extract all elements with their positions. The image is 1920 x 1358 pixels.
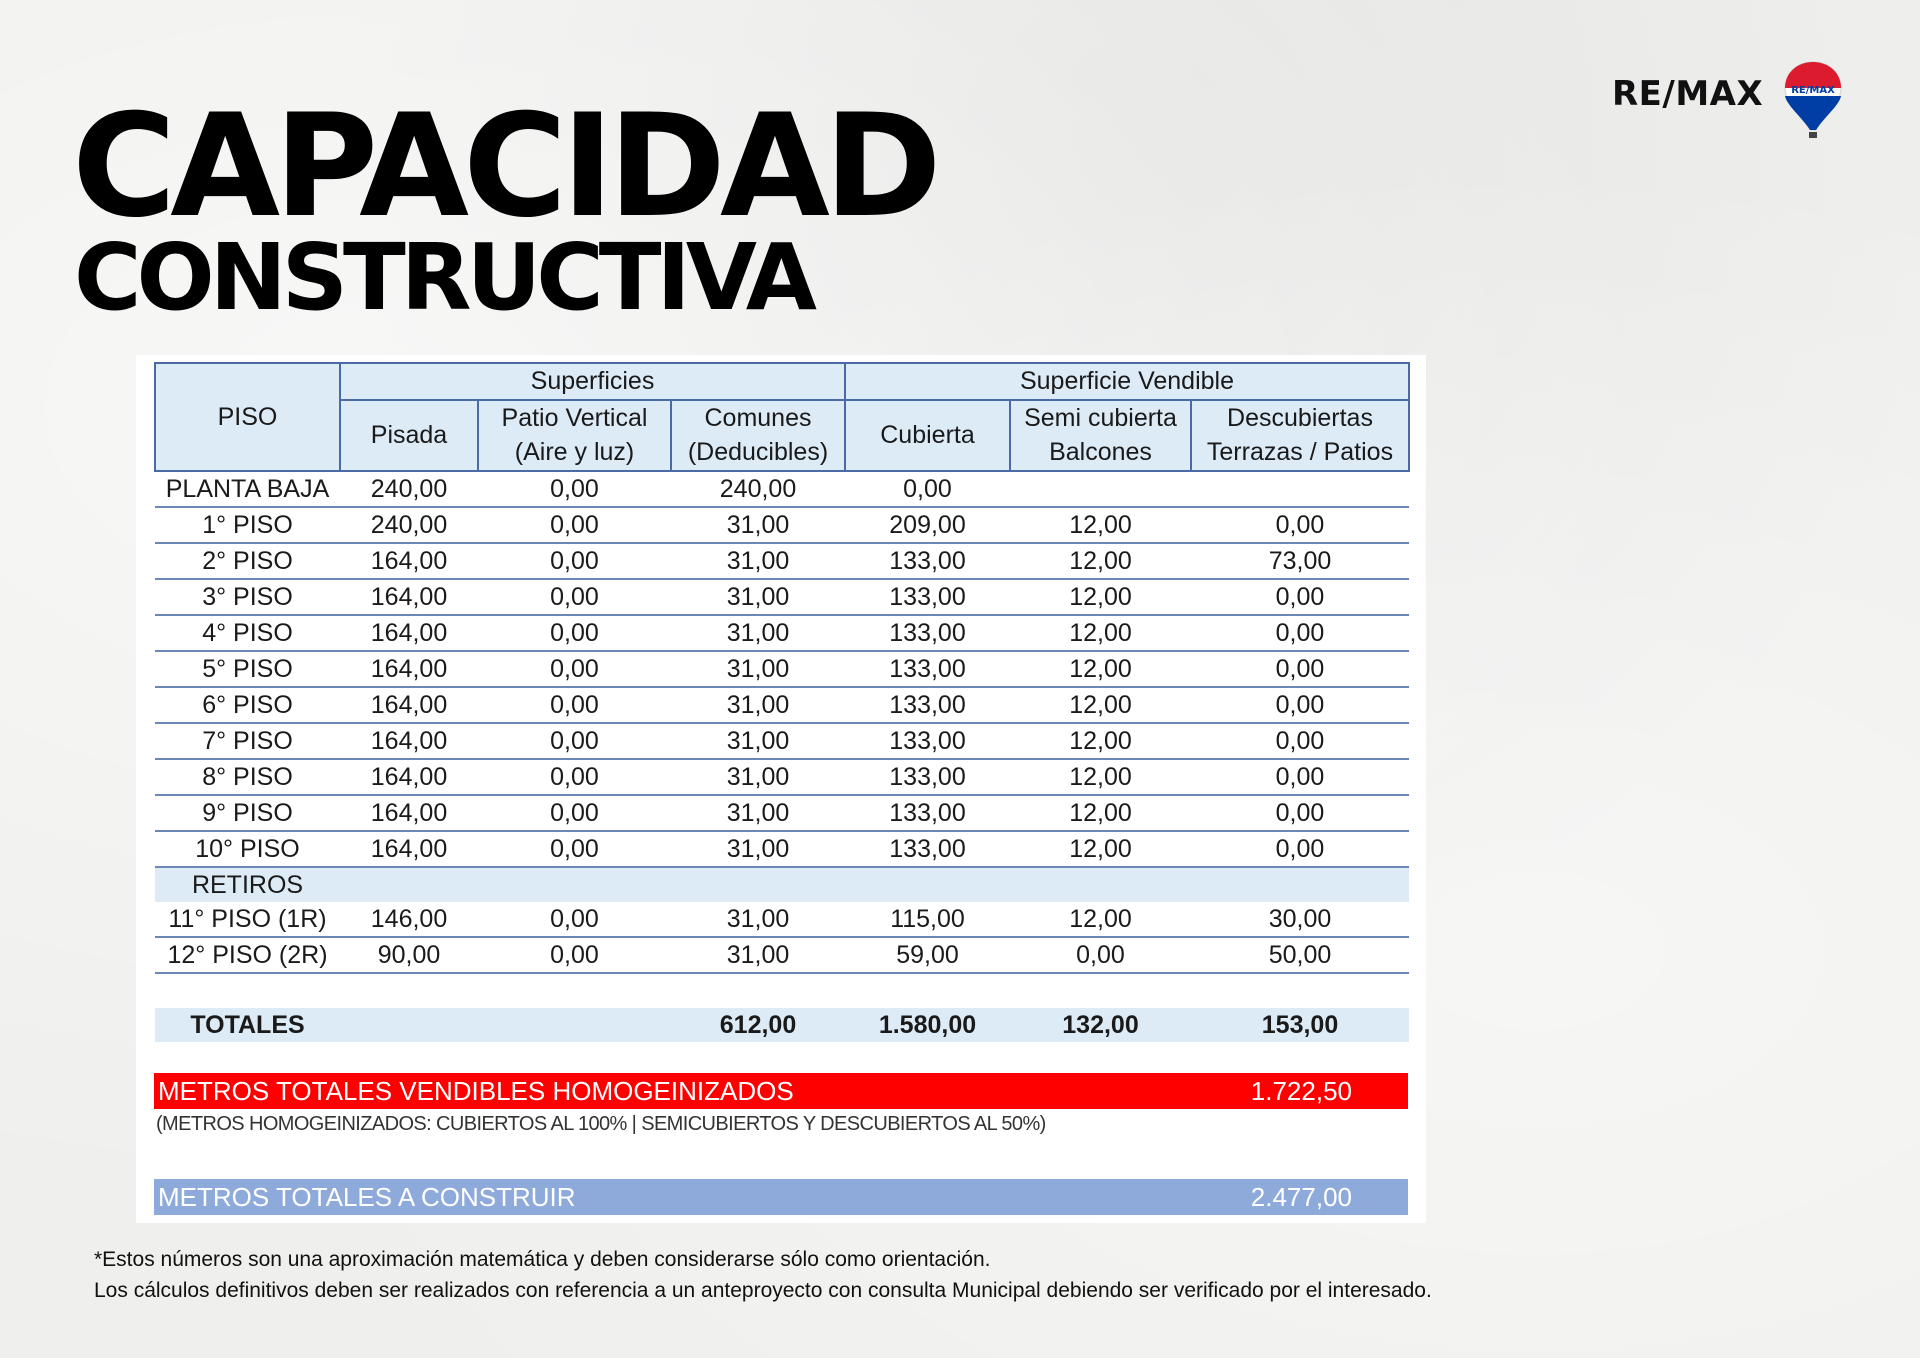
cell-cubierta: 133,00 (845, 615, 1010, 651)
cell-desc: 73,00 (1191, 543, 1409, 579)
homogeneizados-note: (METROS HOMOGEINIZADOS: CUBIERTOS AL 100% | SEMICUBIERTOS Y DESCUBIERTOS AL 50%) (156, 1113, 1046, 1135)
cell-semi: 12,00 (1010, 687, 1191, 723)
table-row (155, 902, 1409, 937)
totals-desc: 153,00 (1191, 1008, 1409, 1042)
cell-desc: 30,00 (1191, 902, 1409, 937)
cell-comunes: 31,00 (671, 937, 845, 973)
capacity-table (154, 362, 1410, 1042)
retiros-empty-cell (845, 867, 1010, 902)
cell-patio: 0,00 (478, 651, 671, 687)
totals-comunes: 612,00 (671, 1008, 845, 1042)
cell-patio: 0,00 (478, 831, 671, 867)
cell-cubierta: 209,00 (845, 507, 1010, 543)
remax-logo (1612, 60, 1852, 150)
cell-pisada: 240,00 (340, 471, 478, 507)
cell-piso: 4° PISO (155, 615, 340, 651)
retiros-empty-cell (671, 867, 845, 902)
cell-semi: 12,00 (1010, 543, 1191, 579)
homogeneizados-label: METROS TOTALES VENDIBLES HOMOGEINIZADOS (158, 1076, 794, 1106)
col-header-patio (478, 400, 671, 471)
group-header-superficies: Superficies (340, 363, 845, 400)
page-title: CAPACIDAD (72, 84, 936, 249)
cell-pisada: 164,00 (340, 723, 478, 759)
cell-semi: 12,00 (1010, 579, 1191, 615)
cell-piso: 12° PISO (2R) (155, 937, 340, 973)
cell-desc: 0,00 (1191, 507, 1409, 543)
cell-comunes: 31,00 (671, 687, 845, 723)
table-row (155, 615, 1409, 651)
cell-semi: 12,00 (1010, 651, 1191, 687)
cell-cubierta: 133,00 (845, 831, 1010, 867)
cell-patio: 0,00 (478, 543, 671, 579)
col-header-semi-line1: Semi cubierta (1024, 404, 1177, 433)
cell-patio: 0,00 (478, 579, 671, 615)
table-row (155, 471, 1409, 507)
col-header-patio-line2: (Aire y luz) (514, 438, 635, 467)
totals-empty-cell (340, 1008, 478, 1042)
header-row-columns (155, 400, 1409, 471)
totals-row (155, 1008, 1409, 1042)
table-row (155, 651, 1409, 687)
table-row (155, 507, 1409, 543)
cell-cubierta: 59,00 (845, 937, 1010, 973)
totals-semi: 132,00 (1010, 1008, 1191, 1042)
col-header-comunes-line1: Comunes (704, 404, 812, 433)
col-header-desc-line2: Terrazas / Patios (1206, 438, 1394, 467)
cell-cubierta: 133,00 (845, 759, 1010, 795)
cell-piso: 11° PISO (1R) (155, 902, 340, 937)
cell-semi: 12,00 (1010, 615, 1191, 651)
col-header-pisada-label: Pisada (370, 420, 448, 449)
balloon-brand-text: RE/MAX (1791, 85, 1835, 96)
cell-piso: 6° PISO (155, 687, 340, 723)
construir-bar (154, 1179, 1408, 1215)
cell-pisada: 164,00 (340, 831, 478, 867)
spacer-cell (155, 973, 1409, 1008)
cell-cubierta: 133,00 (845, 651, 1010, 687)
homogeneizados-bar (154, 1073, 1408, 1109)
cell-pisada: 164,00 (340, 759, 478, 795)
cell-piso: 7° PISO (155, 723, 340, 759)
cell-pisada: 164,00 (340, 795, 478, 831)
cell-pisada: 164,00 (340, 651, 478, 687)
cell-cubierta: 133,00 (845, 579, 1010, 615)
table-row (155, 543, 1409, 579)
cell-desc: 0,00 (1191, 795, 1409, 831)
cell-comunes: 31,00 (671, 579, 845, 615)
cell-semi: 12,00 (1010, 902, 1191, 937)
cell-desc: 0,00 (1191, 759, 1409, 795)
cell-pisada: 90,00 (340, 937, 478, 973)
cell-comunes: 31,00 (671, 795, 845, 831)
cell-comunes: 31,00 (671, 507, 845, 543)
table-row (155, 795, 1409, 831)
spacer-row (155, 973, 1409, 1008)
totals-label: TOTALES (155, 1008, 340, 1042)
cell-desc: 0,00 (1191, 615, 1409, 651)
cell-desc: 0,00 (1191, 579, 1409, 615)
cell-piso: 5° PISO (155, 651, 340, 687)
construir-label: METROS TOTALES A CONSTRUIR (158, 1182, 576, 1212)
table-row (155, 723, 1409, 759)
retiros-empty-cell (1010, 867, 1191, 902)
table-row (155, 759, 1409, 795)
cell-semi: 12,00 (1010, 507, 1191, 543)
cell-desc: 0,00 (1191, 687, 1409, 723)
table-row (155, 687, 1409, 723)
disclaimer-line-1: *Estos números son una aproximación matemática y deben considerarse sólo como orientación. (94, 1248, 991, 1271)
col-header-comunes (671, 400, 845, 471)
cell-comunes: 31,00 (671, 759, 845, 795)
cell-cubierta: 0,00 (845, 471, 1010, 507)
cell-pisada: 164,00 (340, 615, 478, 651)
cell-semi: 12,00 (1010, 759, 1191, 795)
table-row (155, 831, 1409, 867)
cell-cubierta: 133,00 (845, 795, 1010, 831)
cell-patio: 0,00 (478, 795, 671, 831)
cell-comunes: 31,00 (671, 651, 845, 687)
col-header-cubierta-label: Cubierta (880, 420, 975, 449)
cell-patio: 0,00 (478, 723, 671, 759)
cell-cubierta: 133,00 (845, 687, 1010, 723)
disclaimer-line-2: Los cálculos definitivos deben ser realizados con referencia a un anteproyecto con consulta Municipal debiendo ser verificado por el interesado. (94, 1279, 1432, 1302)
cell-semi (1010, 471, 1191, 507)
col-header-semi-line2: Balcones (1049, 438, 1152, 467)
cell-patio: 0,00 (478, 687, 671, 723)
cell-cubierta: 115,00 (845, 902, 1010, 937)
cell-piso: 9° PISO (155, 795, 340, 831)
cell-semi: 12,00 (1010, 831, 1191, 867)
retiros-label: RETIROS (155, 867, 340, 902)
cell-comunes: 31,00 (671, 831, 845, 867)
cell-patio: 0,00 (478, 507, 671, 543)
cell-semi: 12,00 (1010, 723, 1191, 759)
cell-desc (1191, 471, 1409, 507)
cell-desc: 0,00 (1191, 651, 1409, 687)
cell-patio: 0,00 (478, 615, 671, 651)
cell-piso: PLANTA BAJA (155, 471, 340, 507)
retiros-empty-cell (1191, 867, 1409, 902)
col-header-desc (1191, 400, 1409, 471)
cell-piso: 8° PISO (155, 759, 340, 795)
col-header-pisada (340, 400, 478, 471)
cell-piso: 2° PISO (155, 543, 340, 579)
cell-desc: 0,00 (1191, 723, 1409, 759)
brand-name: RE/MAX (1612, 74, 1764, 114)
cell-desc: 50,00 (1191, 937, 1409, 973)
cell-semi: 0,00 (1010, 937, 1191, 973)
table-row (155, 579, 1409, 615)
cell-cubierta: 133,00 (845, 723, 1010, 759)
header-row-group (155, 363, 1409, 400)
balloon-icon (1782, 60, 1844, 142)
totals-cubierta: 1.580,00 (845, 1008, 1010, 1042)
table-area (154, 362, 1408, 1042)
col-header-piso: PISO (155, 363, 340, 471)
capacity-sheet (136, 355, 1426, 1223)
cell-pisada: 240,00 (340, 507, 478, 543)
col-header-comunes-line2: (Deducibles) (687, 438, 829, 467)
cell-patio: 0,00 (478, 759, 671, 795)
cell-comunes: 31,00 (671, 543, 845, 579)
group-header-vendible: Superficie Vendible (845, 363, 1409, 400)
cell-piso: 3° PISO (155, 579, 340, 615)
page-subtitle: CONSTRUCTIVA (74, 224, 812, 331)
col-header-patio-line1: Patio Vertical (501, 404, 648, 433)
cell-piso: 1° PISO (155, 507, 340, 543)
retiros-empty-cell (340, 867, 478, 902)
cell-comunes: 31,00 (671, 902, 845, 937)
cell-comunes: 31,00 (671, 615, 845, 651)
cell-cubierta: 133,00 (845, 543, 1010, 579)
col-header-desc-line1: Descubiertas (1227, 404, 1373, 433)
col-header-semi (1010, 400, 1191, 471)
cell-patio: 0,00 (478, 937, 671, 973)
cell-comunes: 31,00 (671, 723, 845, 759)
cell-pisada: 164,00 (340, 579, 478, 615)
retiros-empty-cell (478, 867, 671, 902)
cell-patio: 0,00 (478, 902, 671, 937)
retiros-row (155, 867, 1409, 902)
table-row (155, 937, 1409, 973)
cell-pisada: 164,00 (340, 687, 478, 723)
cell-patio: 0,00 (478, 471, 671, 507)
cell-pisada: 146,00 (340, 902, 478, 937)
homogeneizados-value: 1.722,50 (1250, 1076, 1352, 1106)
cell-comunes: 240,00 (671, 471, 845, 507)
cell-pisada: 164,00 (340, 543, 478, 579)
totals-empty-cell (478, 1008, 671, 1042)
cell-piso: 10° PISO (155, 831, 340, 867)
cell-semi: 12,00 (1010, 795, 1191, 831)
construir-value: 2.477,00 (1250, 1182, 1352, 1212)
col-header-cubierta (845, 400, 1010, 471)
cell-desc: 0,00 (1191, 831, 1409, 867)
